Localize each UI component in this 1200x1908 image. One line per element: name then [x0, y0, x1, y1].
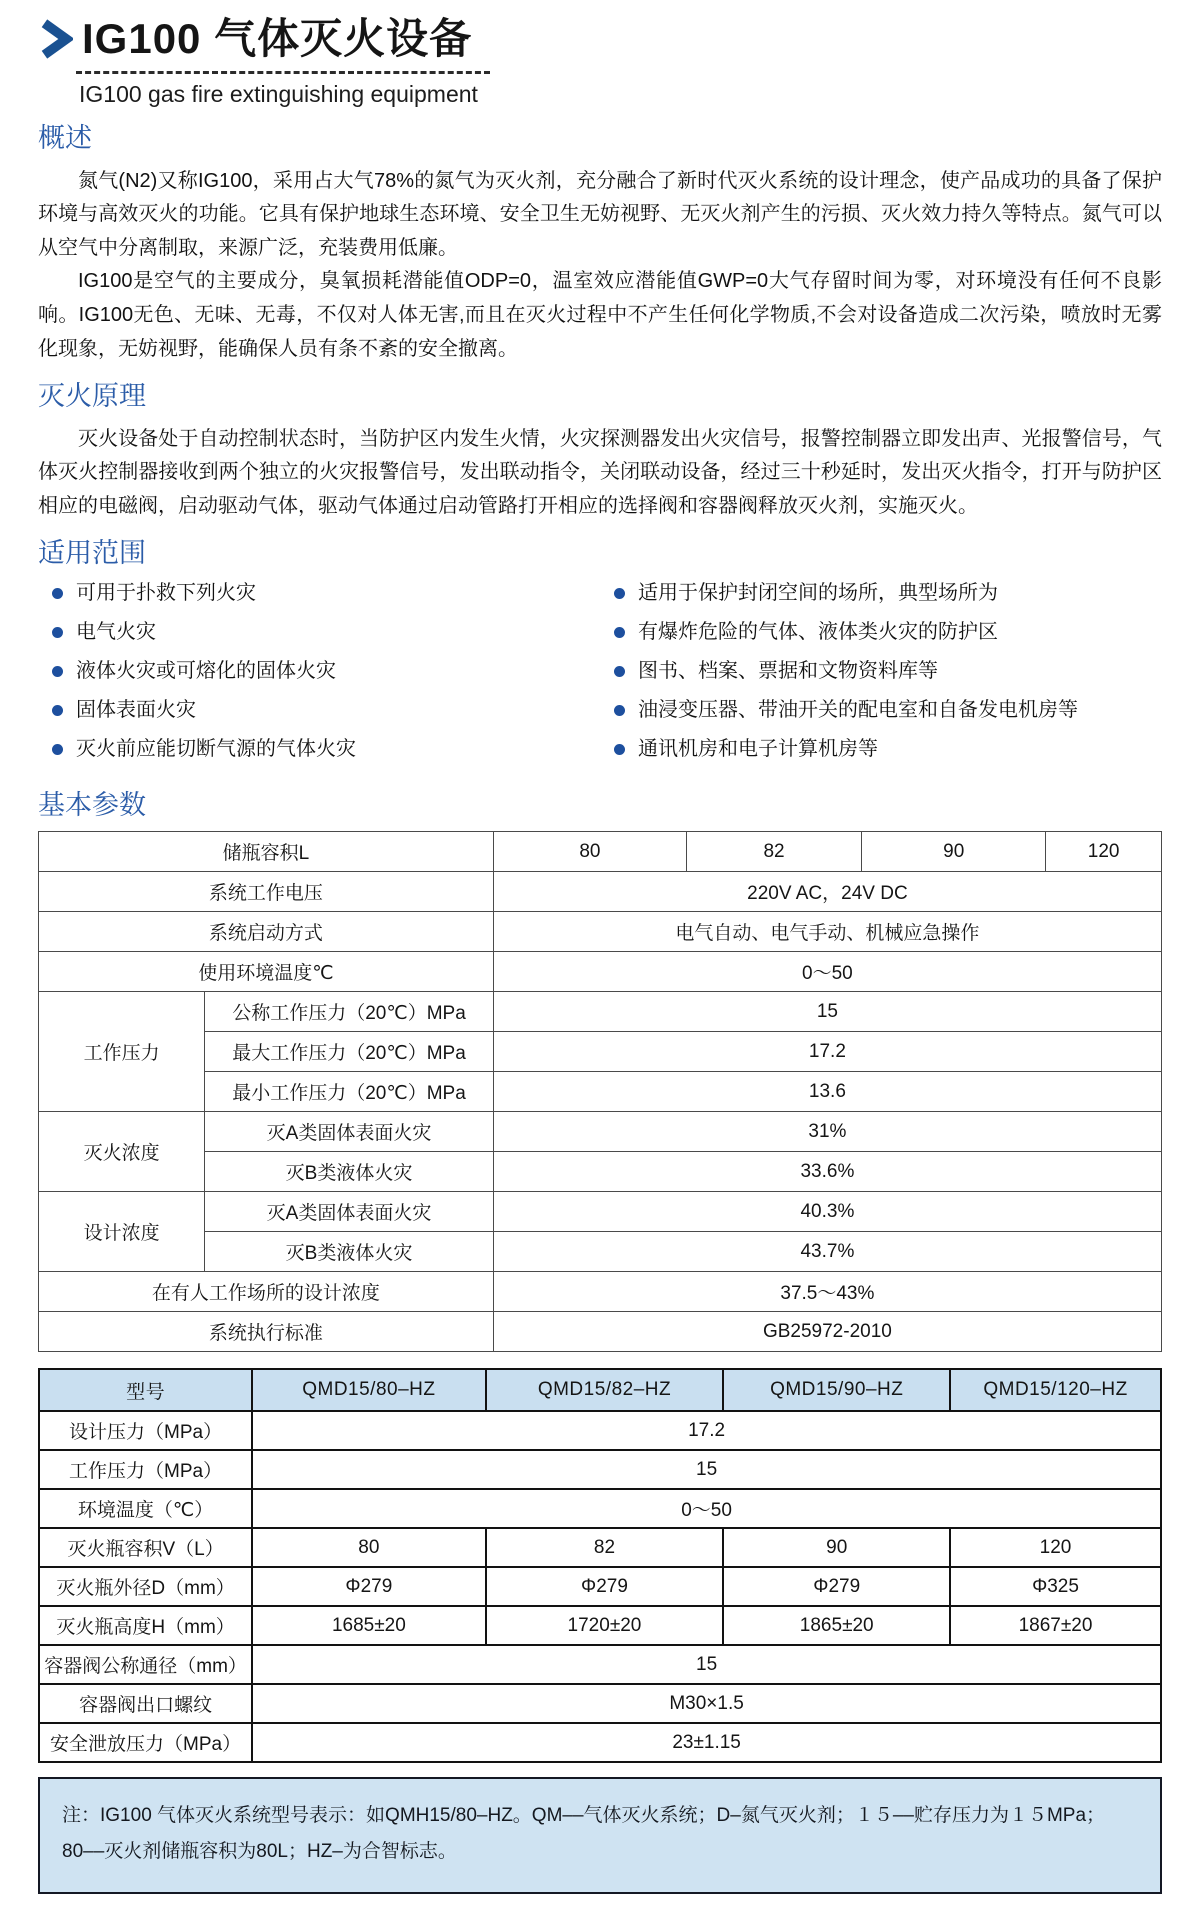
- table-row: [39, 1032, 1162, 1072]
- row-value: 220V AC，24V DC: [493, 872, 1161, 912]
- list-item: [614, 580, 1162, 607]
- row-value: 43.7%: [493, 1232, 1161, 1272]
- row-sublabel: 最小工作压力（20℃）MPa: [205, 1072, 494, 1112]
- section-heading-basic-params: 基本参数: [38, 789, 146, 820]
- note-text-line-1: 注：IG100 气体灭火系统型号表示：如QMH15/80–HZ。QM––气体灭火系统；D–氮气灭火剂；１５––贮存压力为１５MPa；: [62, 1805, 1106, 1827]
- bullet-icon: [614, 705, 625, 716]
- header-model: QMD15/82–HZ: [486, 1369, 724, 1411]
- table-row: [39, 952, 1162, 992]
- row-value: 31%: [493, 1112, 1161, 1152]
- row-label: 容器阀出口螺纹: [39, 1684, 252, 1723]
- row-label: 使用环境温度℃: [39, 952, 494, 992]
- list-item: [614, 658, 1162, 685]
- row-value: Φ279: [723, 1567, 950, 1606]
- table-row: [39, 1450, 1161, 1489]
- list-item: [52, 580, 600, 607]
- table-row: [39, 1723, 1161, 1762]
- list-item-label: 电气火灾: [76, 620, 156, 643]
- bullet-icon: [52, 666, 63, 677]
- list-item: [52, 619, 600, 646]
- section-heading-overview: 概述: [38, 123, 92, 154]
- row-sublabel: 公称工作压力（20℃）MPa: [205, 992, 494, 1032]
- table-row: [39, 1645, 1161, 1684]
- table-row: [39, 1192, 1162, 1232]
- bullet-icon: [52, 705, 63, 716]
- bullet-icon: [614, 588, 625, 599]
- row-value: Φ279: [486, 1567, 724, 1606]
- row-label: 设计压力（MPa）: [39, 1411, 252, 1450]
- row-value: Φ279: [252, 1567, 485, 1606]
- list-item-label: 有爆炸危险的气体、液体类火灾的防护区: [638, 620, 998, 643]
- row-value: 90: [723, 1528, 950, 1567]
- row-value: 15: [252, 1450, 1161, 1489]
- note-text-line-2: 80––灭火剂储瓶容积为80L；HZ–为合智标志。: [62, 1841, 457, 1863]
- list-item-label: 适用于保护封闭空间的场所，典型场所为: [638, 581, 998, 604]
- bullet-icon: [614, 627, 625, 638]
- row-value: 1685±20: [252, 1606, 485, 1645]
- list-item-label: 固体表面火灾: [76, 698, 196, 721]
- row-label: 灭火瓶高度H（mm）: [39, 1606, 252, 1645]
- row-value: 82: [686, 832, 861, 872]
- title-row: [38, 16, 1162, 62]
- list-item-label: 液体火灾或可熔化的固体火灾: [76, 659, 336, 682]
- row-group-label: 工作压力: [39, 992, 205, 1112]
- bullet-icon: [52, 627, 63, 638]
- row-value: 80: [252, 1528, 485, 1567]
- row-sublabel: 最大工作压力（20℃）MPa: [205, 1032, 494, 1072]
- row-value: 15: [493, 992, 1161, 1032]
- note-box: [38, 1777, 1162, 1894]
- row-group-label: 灭火浓度: [39, 1112, 205, 1192]
- overview-paragraph-1: 氮气(N2)又称IG100，采用占大气78%的氮气为灭火剂，充分融合了新时代灭火系统的设计理念，使产品成功的具备了保护环境与高效灭火的功能。它具有保护地球生态环境、安全卫生无妨视野、无灭火剂产生的污损、灭火效力持久等特点。氮气可以从空气中分离制取，来源广泛，充装费用低廉。: [38, 169, 1162, 259]
- basic-params-table: [38, 831, 1162, 1352]
- list-item-label: 图书、档案、票据和文物资料库等: [638, 659, 938, 682]
- row-value: 1867±20: [950, 1606, 1161, 1645]
- row-value: 17.2: [493, 1032, 1161, 1072]
- table-row: [39, 1411, 1161, 1450]
- row-label: 灭火瓶容积V（L）: [39, 1528, 252, 1567]
- row-value: GB25972-2010: [493, 1312, 1161, 1352]
- chevron-right-icon: [38, 17, 74, 61]
- row-label: 系统执行标准: [39, 1312, 494, 1352]
- list-item-label: 可用于扑救下列火灾: [76, 581, 256, 604]
- table-row: [39, 1272, 1162, 1312]
- bullet-icon: [614, 744, 625, 755]
- model-specs-table: [38, 1368, 1162, 1763]
- application-scope-lists: [38, 580, 1162, 775]
- scope-list-right: [600, 580, 1162, 775]
- header-model: QMD15/90–HZ: [723, 1369, 950, 1411]
- table-row: [39, 1567, 1161, 1606]
- scope-list-left: [38, 580, 600, 775]
- section-heading-scope: 适用范围: [38, 538, 146, 569]
- list-item-label: 油浸变压器、带油开关的配电室和自备发电机房等: [638, 698, 1078, 721]
- row-value: 120: [950, 1528, 1161, 1567]
- bullet-icon: [614, 666, 625, 677]
- row-label: 灭火瓶外径D（mm）: [39, 1567, 252, 1606]
- row-value: 15: [252, 1645, 1161, 1684]
- row-label: 容器阀公称通径（mm）: [39, 1645, 252, 1684]
- table-row: [39, 1684, 1161, 1723]
- row-sublabel: 灭B类液体火灾: [205, 1152, 494, 1192]
- list-item-label: 通讯机房和电子计算机房等: [638, 737, 878, 760]
- row-value: Φ325: [950, 1567, 1161, 1606]
- row-value: 90: [862, 832, 1046, 872]
- row-sublabel: 灭A类固体表面火灾: [205, 1192, 494, 1232]
- table-row: [39, 1312, 1162, 1352]
- page-title: IG100 气体灭火设备: [82, 15, 473, 62]
- row-value: 0～50: [252, 1489, 1161, 1528]
- row-value: 电气自动、电气手动、机械应急操作: [493, 912, 1161, 952]
- row-value: 1865±20: [723, 1606, 950, 1645]
- row-value: 80: [493, 832, 686, 872]
- row-value: 40.3%: [493, 1192, 1161, 1232]
- row-value: 17.2: [252, 1411, 1161, 1450]
- row-value: 120: [1046, 832, 1162, 872]
- header-model: QMD15/120–HZ: [950, 1369, 1161, 1411]
- table-row: [39, 1152, 1162, 1192]
- row-group-label: 设计浓度: [39, 1192, 205, 1272]
- table-row: [39, 1112, 1162, 1152]
- row-value: 13.6: [493, 1072, 1161, 1112]
- row-label: 储瓶容积L: [39, 832, 494, 872]
- list-item: [52, 697, 600, 724]
- row-label: 系统工作电压: [39, 872, 494, 912]
- table-row: [39, 1232, 1162, 1272]
- row-value: 37.5～43%: [493, 1272, 1161, 1312]
- table-row: [39, 992, 1162, 1032]
- table-header-row: [39, 1369, 1161, 1411]
- list-item: [52, 736, 600, 763]
- list-item: [52, 658, 600, 685]
- table-row: [39, 1606, 1161, 1645]
- list-item: [614, 736, 1162, 763]
- row-label: 安全泄放压力（MPa）: [39, 1723, 252, 1762]
- table-row: [39, 1072, 1162, 1112]
- table-row: [39, 872, 1162, 912]
- header-label: 型号: [39, 1369, 252, 1411]
- row-label: 工作压力（MPa）: [39, 1450, 252, 1489]
- section-heading-principle: 灭火原理: [38, 381, 146, 412]
- title-block: [38, 16, 1162, 108]
- row-label: 系统启动方式: [39, 912, 494, 952]
- row-value: 23±1.15: [252, 1723, 1161, 1762]
- list-item-label: 灭火前应能切断气源的气体火灾: [76, 737, 356, 760]
- page-subtitle: IG100 gas fire extinguishing equipment: [79, 81, 478, 108]
- list-item: [614, 619, 1162, 646]
- list-item: [614, 697, 1162, 724]
- overview-paragraph-2: IG100是空气的主要成分，臭氧损耗潜能值ODP=0，温室效应潜能值GWP=0大气存留时间为零，对环境没有任何不良影响。IG100无色、无味、无毒，不仅对人体无害,而且在灭火过程中不产生任何化学物质,不会对设备造成二次污染，喷放时无雾化现象，无妨视野，能确保人员有条不紊的安全撤离。: [38, 270, 1162, 360]
- table-row: [39, 1489, 1161, 1528]
- table-row: [39, 832, 1162, 872]
- header-model: QMD15/80–HZ: [252, 1369, 485, 1411]
- bullet-icon: [52, 588, 63, 599]
- row-label: 在有人工作场所的设计浓度: [39, 1272, 494, 1312]
- row-value: 33.6%: [493, 1152, 1161, 1192]
- table-row: [39, 1528, 1161, 1567]
- principle-paragraph: 灭火设备处于自动控制状态时，当防护区内发生火情，火灾探测器发出火灾信号，报警控制器立即发出声、光报警信号，气体灭火控制器接收到两个独立的火灾报警信号，发出联动指令，关闭联动设备，经过三十秒延时，发出灭火指令，打开与防护区相应的电磁阀，启动驱动气体，驱动气体通过启动管路打开相应的选择阀和容器阀释放灭火剂，实施灭火。: [38, 427, 1162, 517]
- row-sublabel: 灭B类液体火灾: [205, 1232, 494, 1272]
- bullet-icon: [52, 744, 63, 755]
- row-label: 环境温度（℃）: [39, 1489, 252, 1528]
- row-sublabel: 灭A类固体表面火灾: [205, 1112, 494, 1152]
- row-value: 0～50: [493, 952, 1161, 992]
- dashed-divider: [76, 71, 490, 74]
- row-value: 82: [486, 1528, 724, 1567]
- row-value: M30×1.5: [252, 1684, 1161, 1723]
- table-row: [39, 912, 1162, 952]
- row-value: 1720±20: [486, 1606, 724, 1645]
